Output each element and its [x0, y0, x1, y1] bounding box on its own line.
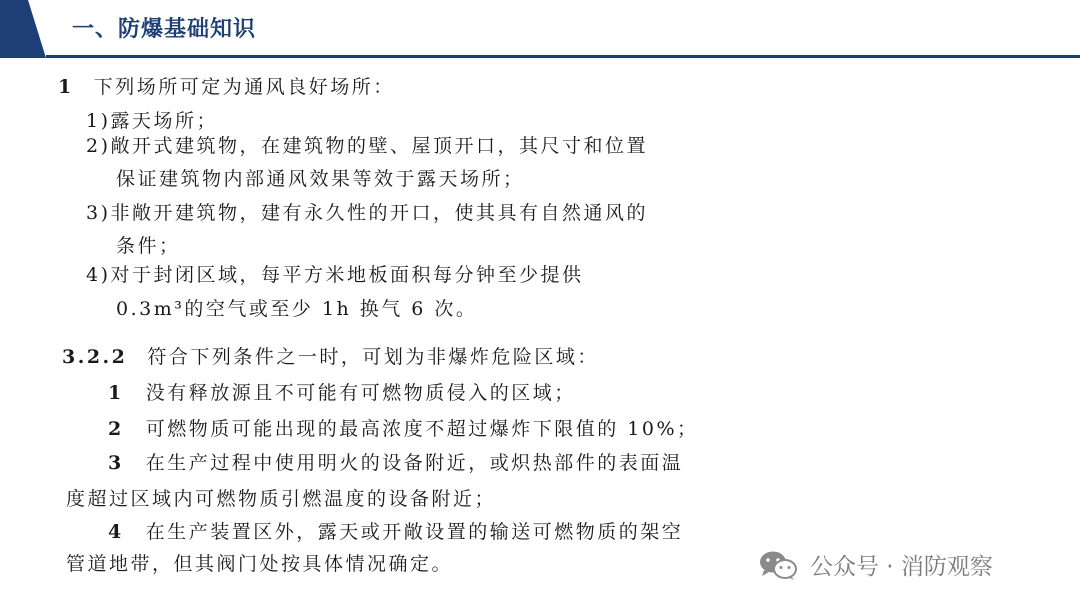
item-number: 1	[108, 382, 124, 404]
section1-item-2-continuation: 保证建筑物内部通风效果等效于露天场所；	[116, 168, 525, 190]
item-number: 2	[108, 418, 124, 440]
item-number: 3	[108, 452, 124, 474]
section2-item-3	[108, 454, 683, 473]
item-text: 可燃物质可能出现的最高浓度不超过爆炸下限值的 10%；	[145, 418, 699, 440]
header-bar	[0, 0, 1080, 58]
item-text: 没有释放源且不可能有可燃物质侵入的区域；	[145, 382, 576, 404]
item-text: 在生产装置区外，露天或开敞设置的输送可燃物质的架空	[145, 521, 684, 543]
watermark-text: 公众号 · 消防观察	[810, 554, 993, 580]
section2-item-4	[108, 523, 683, 542]
section1-number: 1	[58, 76, 74, 98]
section1-intro: 下列场所可定为通风良好场所：	[93, 76, 395, 98]
header-divider	[46, 55, 1080, 58]
section1-heading	[58, 78, 395, 97]
watermark	[758, 548, 993, 581]
item-text: 在生产过程中使用明火的设备附近，或炽热部件的表面温	[145, 452, 684, 474]
page-title: 一、防爆基础知识	[72, 17, 257, 42]
wechat-icon	[758, 549, 798, 581]
section1-item-3: 3)非敞开建筑物，建有永久性的开口，使其具有自然通风的	[86, 202, 649, 224]
section2-heading	[62, 348, 599, 367]
section1-item-4: 4)对于封闭区域，每平方米地板面积每分钟至少提供	[86, 264, 584, 286]
section2-number: 3.2.2	[62, 346, 128, 368]
section1-item-2: 2)敞开式建筑物，在建筑物的壁、屋顶开口，其尺寸和位置	[86, 135, 649, 157]
section2-item-3-continuation: 度超过区域内可燃物质引燃温度的设备附近；	[66, 488, 497, 510]
section2-item-4-continuation: 管道地带，但其阀门处按具体情况确定。	[66, 553, 454, 575]
section1-item-4-continuation: 0.3m³的空气或至少 1h 换气 6 次。	[116, 298, 478, 320]
section2-item-1	[108, 384, 576, 403]
section2-item-2	[108, 420, 699, 439]
section1-item-3-continuation: 条件；	[116, 235, 181, 257]
item-number: 4	[108, 521, 124, 543]
section2-intro: 符合下列条件之一时，可划为非爆炸危险区域：	[147, 346, 599, 368]
section1-item-1: 1)露天场所；	[86, 110, 219, 132]
header-accent-tab	[0, 0, 46, 58]
